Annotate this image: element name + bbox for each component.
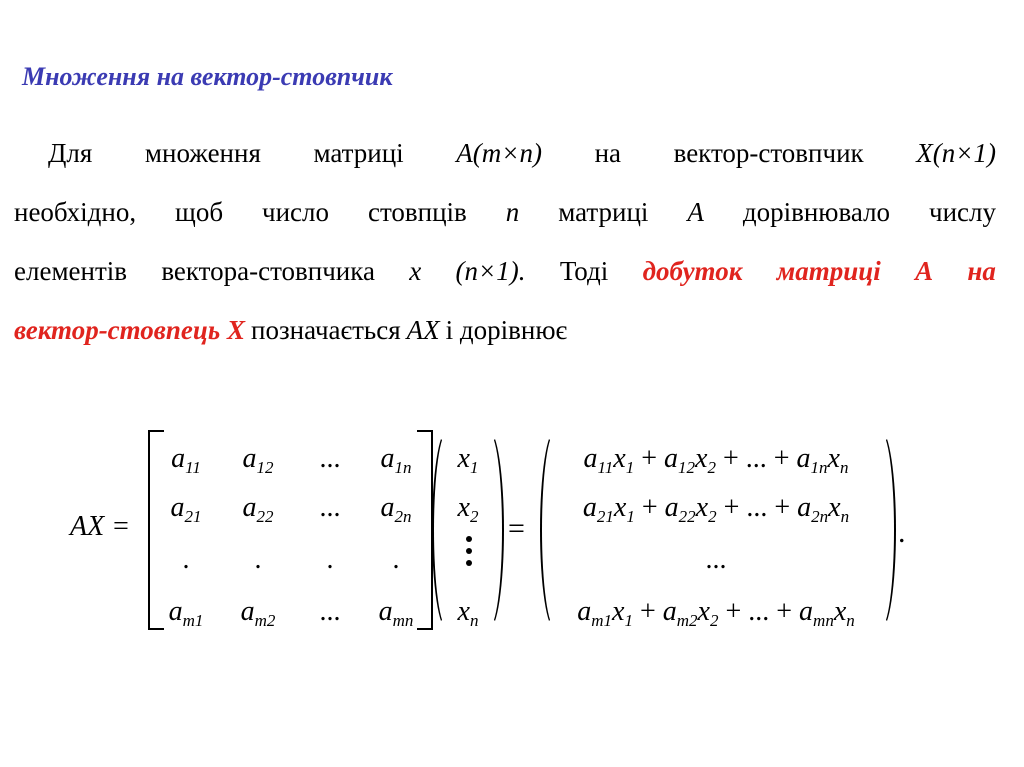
matrix-right-bracket	[417, 430, 433, 630]
matrix-entry: $a_{2n}$	[380, 492, 412, 526]
matrix-entry: ...	[319, 443, 341, 474]
equals-sign: =	[508, 512, 525, 545]
word: необхідно,	[14, 197, 137, 227]
word: матриці	[558, 197, 649, 227]
word: позначається	[251, 315, 401, 345]
matrix-entry: $a_{12}$	[242, 443, 274, 477]
highlight-word: добуток	[642, 256, 743, 286]
word: дорівнювало	[742, 197, 891, 227]
matrix-dimension: A(m×n)	[456, 138, 542, 168]
matrix-entry: $a_{mn}$	[378, 596, 414, 630]
word: стовпців	[367, 197, 467, 227]
matrix-entry: $a_{m2}$	[240, 596, 276, 630]
vector-right-paren	[476, 430, 504, 630]
word: елементів	[14, 256, 128, 286]
result-entry: $a_{11}x_1 + a_{12}x_2$ + ... + $a_{1n}x_n$	[583, 443, 849, 477]
variable-n: n	[505, 197, 520, 227]
matrix-entry: ...	[319, 596, 341, 627]
matrix-entry: .	[326, 544, 334, 575]
vector-dimension: (n×1).	[455, 256, 526, 286]
word: числу	[929, 197, 996, 227]
matrix-entry: $a_{1n}$	[380, 443, 412, 477]
vector-dimension: X(n×1)	[916, 138, 996, 168]
matrix-entry: $a_{22}$	[242, 492, 274, 526]
matrix-entry: ...	[319, 492, 341, 523]
vertical-dots	[466, 536, 472, 572]
matrix-entry: .	[182, 544, 190, 575]
formula-lhs: AX =	[70, 511, 131, 542]
matrix-entry: .	[392, 544, 400, 575]
matrix-entry: .	[254, 544, 262, 575]
slide-heading: Множення на вектор-стовпчик	[22, 62, 393, 91]
word: і дорівнює	[445, 315, 568, 345]
vector-entry: $x_1$	[457, 443, 479, 477]
variable-x: x	[409, 256, 422, 286]
word: множення	[144, 138, 261, 168]
result-entry: $a_{m1}x_1 + a_{m2}x_2$ + ... + $a_{mn}x_n$	[577, 596, 855, 630]
result-entry: $a_{21}x_1 + a_{22}x_2$ + ... + $a_{2n}x_n$	[582, 492, 850, 526]
word: матриці	[313, 138, 404, 168]
highlight-term: вектор-стовпець X	[14, 315, 245, 345]
highlight-word: на	[967, 256, 996, 286]
matrix-entry: $a_{11}$	[171, 443, 201, 477]
highlight-word: матриці	[776, 256, 881, 286]
result-right-paren	[868, 430, 896, 630]
word: на	[594, 138, 622, 168]
vector-entry: $x_n$	[457, 596, 479, 630]
matrix-entry: $a_{m1}$	[168, 596, 204, 630]
highlight-word: A	[915, 256, 934, 286]
word: Тоді	[559, 256, 609, 286]
vector-entry: $x_2$	[457, 492, 479, 526]
matrix-entry: $a_{21}$	[170, 492, 202, 526]
word: щоб	[175, 197, 224, 227]
word: Для	[48, 138, 93, 168]
product-ax: AX	[406, 315, 440, 345]
result-entry: ...	[705, 544, 727, 575]
variable-a: A	[687, 197, 704, 227]
period: .	[898, 516, 906, 549]
word: число	[262, 197, 330, 227]
word: вектор-стовпчик	[673, 138, 864, 168]
word: вектора-стовпчика	[161, 256, 375, 286]
